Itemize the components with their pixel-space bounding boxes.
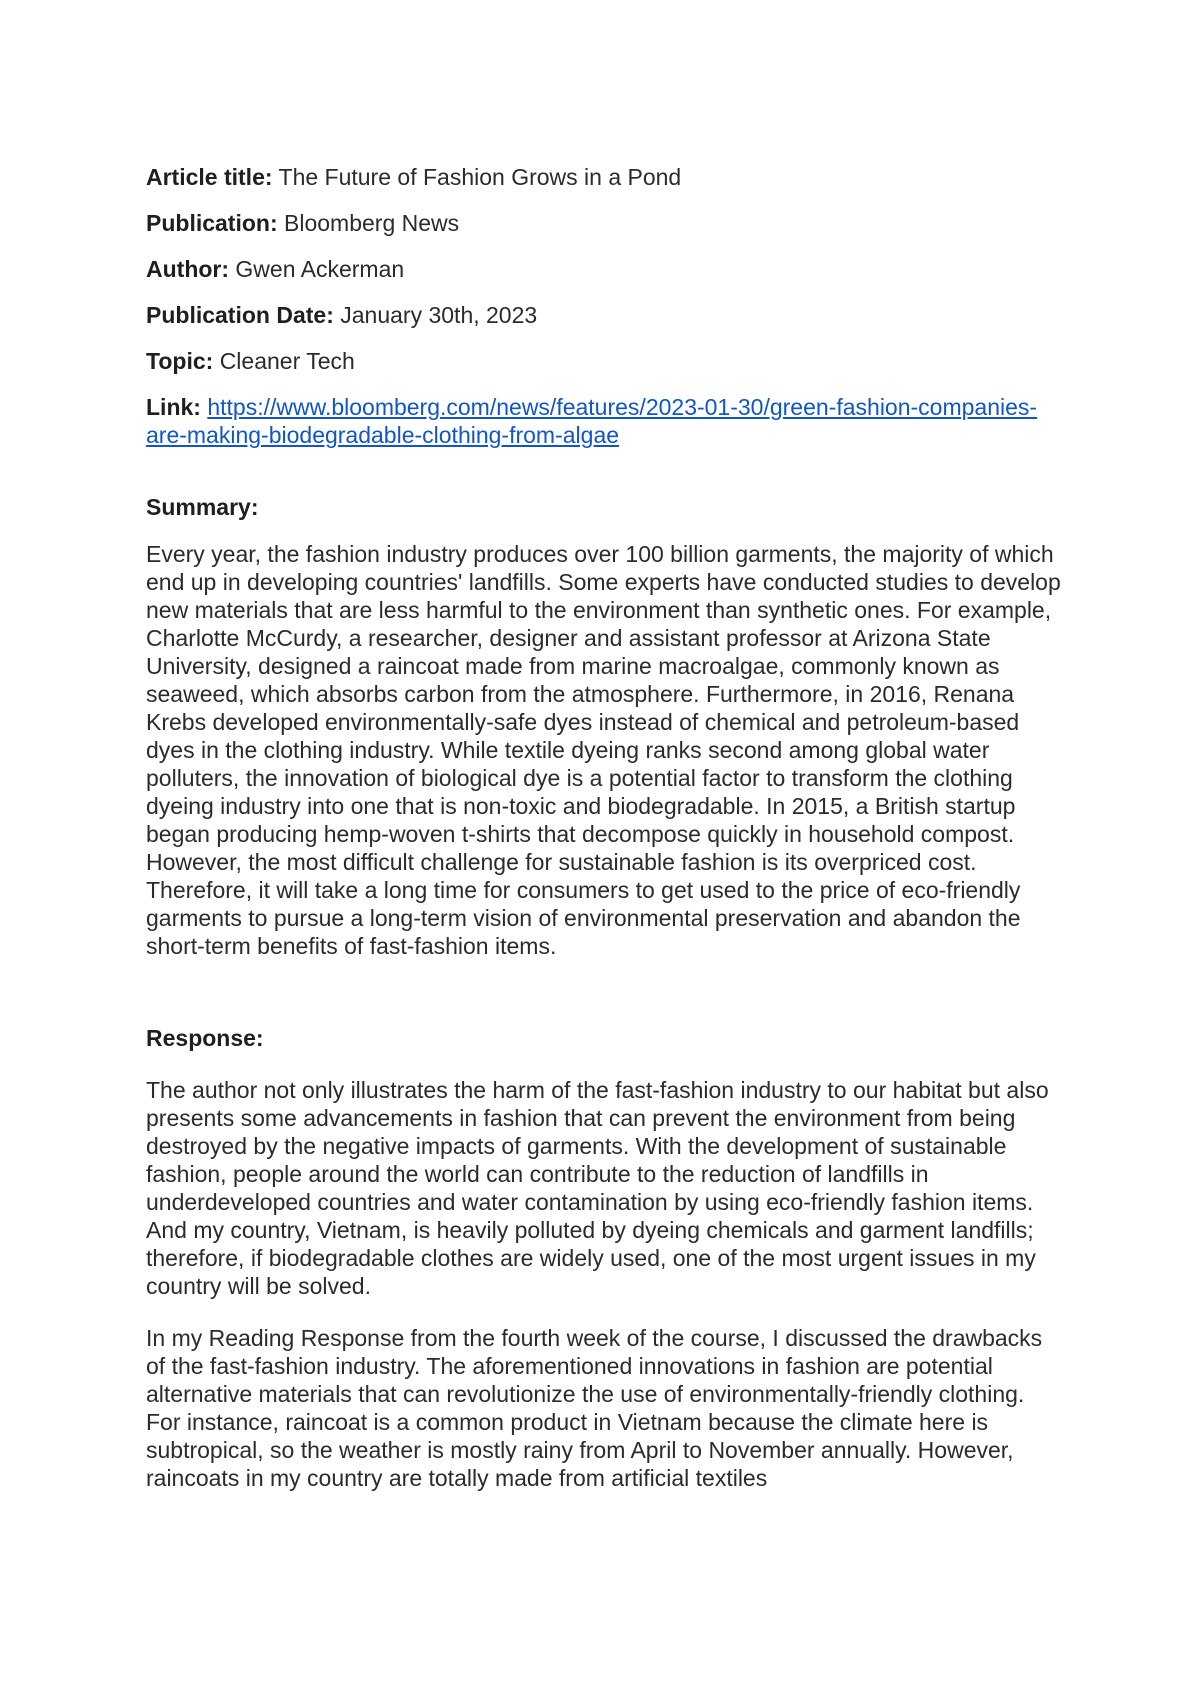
response-paragraph-1: The author not only illustrates the harm of the fast-fashion industry to our habitat but also presents some advancements in fashion that can prevent the environment from being destroyed by the negative impacts of garments. With the development of sustainable fashion, people around the world can contribute to the reduction of landfills in underdeveloped countries and water contamination by using eco-friendly fashion items. And my country, Vietnam, is heavily polluted by dyeing chemicals and garment landfills; therefore, if biodegradable clothes are widely used, one of the most urgent issues in my country will be solved. [146,1077,1049,1299]
summary-paragraph: Every year, the fashion industry produces over 100 billion garments, the majority of which end up in developing countries' landfills. Some experts have conducted studies to develop new materials that are less harmful to the environment than synthetic ones. For example, Charlotte McCurdy, a researcher, designer and assistant professor at Arizona State University, designed a raincoat made from marine macroalgae, commonly known as seaweed, which absorbs carbon from the atmosphere. Furthermore, in 2016, Renana Krebs developed environmentally-safe dyes instead of chemical and petroleum-based dyes in the clothing industry. While textile dyeing ranks second among global water polluters, the innovation of biological dye is a potential factor to transform the clothing dyeing industry into one that is non-toxic and biodegradable. In 2015, a British startup began producing hemp-woven t-shirts that decompose quickly in household compost. However, the most difficult challenge for sustainable fashion is its overpriced cost. Therefore, it will take a long time for consumers to get used to the price of eco-friendly garments to pursue a long-term vision of environmental preservation and abandon the short-term benefits of fast-fashion items. [146,541,1061,959]
publication-value: Bloomberg News [284,210,460,236]
document-page [146,163,1061,1492]
article-link[interactable]: https://www.bloomberg.com/news/features/2023-01-30/green-fashion-companies-are-making-biodegradable-clothing-from-algae [146,394,1038,448]
summary-heading: Summary: [146,494,259,520]
topic-line [146,347,1061,375]
response-paragraph-2: In my Reading Response from the fourth week of the course, I discussed the drawbacks of the fast-fashion industry. The aforementioned innovations in fashion are potential alternative materials that can revolutionize the use of environmentally-friendly clothing. For instance, raincoat is a common product in Vietnam because the climate here is subtropical, so the weather is mostly rainy from April to November annually. However, raincoats in my country are totally made from artificial textiles [146,1325,1043,1491]
article-title-label: Article title: [146,164,273,190]
article-title-value: The Future of Fashion Grows in a Pond [278,164,682,190]
article-title-line [146,163,1061,191]
publication-date-value: January 30th, 2023 [340,302,538,328]
publication-label: Publication: [146,210,278,236]
link-label: Link: [146,394,201,420]
author-line [146,255,1061,283]
topic-value: Cleaner Tech [219,348,355,374]
author-label: Author: [146,256,230,282]
link-line [146,393,1061,449]
publication-date-label: Publication Date: [146,302,334,328]
publication-date-line [146,301,1061,329]
author-value: Gwen Ackerman [235,256,405,282]
publication-line [146,209,1061,237]
topic-label: Topic: [146,348,214,374]
response-heading: Response: [146,1025,264,1051]
